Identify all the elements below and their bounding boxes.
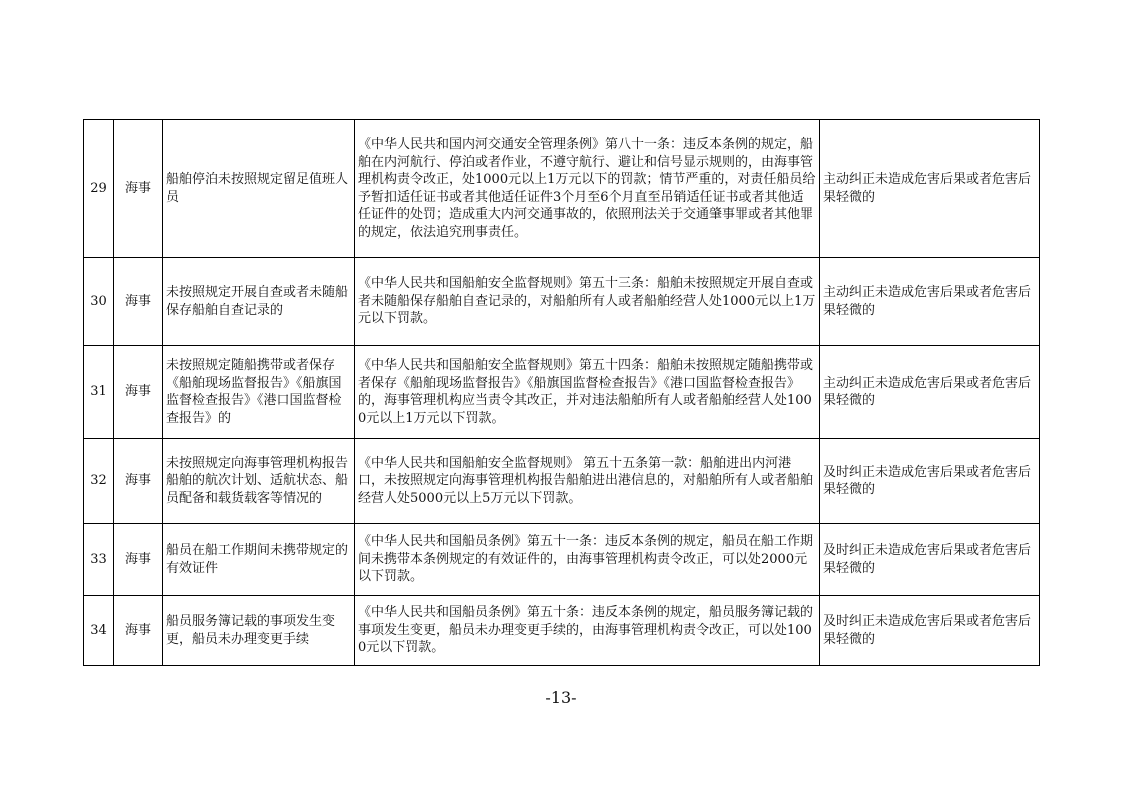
row-violation: 未按照规定向海事管理机构报告船舶的航次计划、适航状态、船员配备和载货载客等情况的: [163, 439, 355, 524]
row-legal-basis: 《中华人民共和国船员条例》第五十一条：违反本条例的规定，船员在船工作期间未携带本条例规定的有效证件的，由海事管理机构责令改正，可以处2000元以下罚款。: [355, 524, 820, 596]
row-category: 海事: [114, 596, 163, 666]
row-number: 32: [84, 439, 114, 524]
page-number: -13-: [545, 688, 577, 707]
row-number: 31: [84, 346, 114, 439]
table-row: [84, 120, 1040, 258]
row-violation: 未按照规定随船携带或者保存《船舶现场监督报告》《船旗国监督检查报告》《港口国监督检查报告》的: [163, 346, 355, 439]
row-number: 33: [84, 524, 114, 596]
row-exemption-condition: 及时纠正未造成危害后果或者危害后果轻微的: [820, 596, 1040, 666]
row-legal-basis: 《中华人民共和国船员条例》第五十条：违反本条例的规定，船员服务簿记载的事项发生变更，船员未办理变更手续的，由海事管理机构责令改正，可以处1000元以下罚款。: [355, 596, 820, 666]
row-number: 29: [84, 120, 114, 258]
row-exemption-condition: 及时纠正未造成危害后果或者危害后果轻微的: [820, 524, 1040, 596]
row-number: 30: [84, 258, 114, 346]
row-category: 海事: [114, 258, 163, 346]
row-violation: 船舶停泊未按照规定留足值班人员: [163, 120, 355, 258]
row-violation: 船员在船工作期间未携带规定的有效证件: [163, 524, 355, 596]
row-legal-basis: 《中华人民共和国船舶安全监督规则》第五十四条：船舶未按照规定随船携带或者保存《船舶现场监督报告》《船旗国监督检查报告》《港口国监督检查报告》的，海事管理机构应当责令其改正，并对违法船舶所有人或者船舶经营人处1000元以上1万元以下罚款。: [355, 346, 820, 439]
row-exemption-condition: 主动纠正未造成危害后果或者危害后果轻微的: [820, 346, 1040, 439]
table-row: [84, 258, 1040, 346]
table-row: [84, 439, 1040, 524]
row-category: 海事: [114, 346, 163, 439]
row-violation: 未按照规定开展自查或者未随船保存船舶自查记录的: [163, 258, 355, 346]
row-exemption-condition: 主动纠正未造成危害后果或者危害后果轻微的: [820, 120, 1040, 258]
row-exemption-condition: 主动纠正未造成危害后果或者危害后果轻微的: [820, 258, 1040, 346]
row-legal-basis: 《中华人民共和国内河交通安全管理条例》第八十一条：违反本条例的规定，船舶在内河航行、停泊或者作业，不遵守航行、避让和信号显示规则的，由海事管理机构责令改正，处1000元以上1万元以下的罚款；情节严重的，对责任船员给予暂扣适任证书或者其他适任证件3个月至6个月直至吊销适任证书或者其他适任证件的处罚；造成重大内河交通事故的，依照刑法关于交通肇事罪或者其他罪的规定，依法追究刑事责任。: [355, 120, 820, 258]
row-legal-basis: 《中华人民共和国船舶安全监督规则》 第五十五条第一款：船舶进出内河港口，未按照规定向海事管理机构报告船舶进出港信息的，对船舶所有人或者船舶经营人处5000元以上5万元以下罚款。: [355, 439, 820, 524]
row-number: 34: [84, 596, 114, 666]
row-category: 海事: [114, 524, 163, 596]
row-violation: 船员服务簿记载的事项发生变更，船员未办理变更手续: [163, 596, 355, 666]
table-row: [84, 524, 1040, 596]
row-exemption-condition: 及时纠正未造成危害后果或者危害后果轻微的: [820, 439, 1040, 524]
table-row: [84, 346, 1040, 439]
row-category: 海事: [114, 120, 163, 258]
row-category: 海事: [114, 439, 163, 524]
row-legal-basis: 《中华人民共和国船舶安全监督规则》第五十三条：船舶未按照规定开展自查或者未随船保存船舶自查记录的，对船舶所有人或者船舶经营人处1000元以上1万元以下罚款。: [355, 258, 820, 346]
table-row: [84, 596, 1040, 666]
regulation-table: [83, 119, 1040, 666]
